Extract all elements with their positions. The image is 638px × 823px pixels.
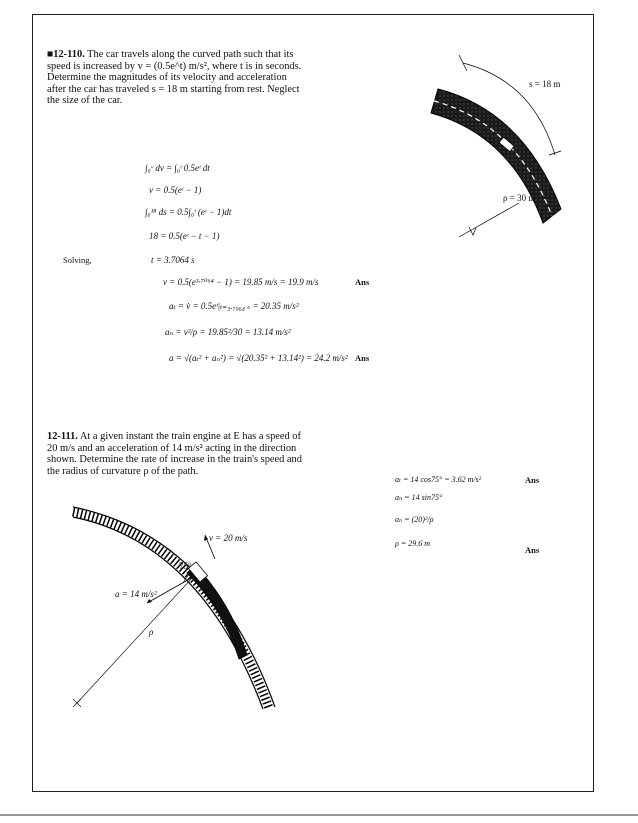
sol-110-eq6: v = 0.5(e³·⁷⁰⁶⁴ − 1) = 19.85 m/s = 19.9 m/s bbox=[163, 277, 319, 287]
sol-111-eq3: aₙ = (20)²/ρ bbox=[395, 515, 434, 524]
rho-111-label: ρ bbox=[149, 627, 154, 637]
sol-110-eq5: t = 3.7064 s bbox=[151, 255, 195, 265]
sol-111-eq4: ρ = 29.6 m bbox=[395, 539, 431, 548]
problem-111-number: 12-111. bbox=[47, 431, 78, 442]
train-track-figure bbox=[63, 495, 293, 725]
rho-30-label: ρ = 30 m bbox=[503, 193, 536, 203]
sol-110-eq3: ∫₀¹⁸ ds = 0.5∫₀ᵗ (eᵗ − 1)dt bbox=[145, 207, 232, 217]
ans-110-acceleration: Ans bbox=[355, 353, 370, 363]
sol-110-eq2: v = 0.5(eᵗ − 1) bbox=[149, 185, 202, 195]
E-label: E bbox=[205, 587, 211, 597]
v-label: v = 20 m/s bbox=[209, 533, 248, 543]
problem-110-statement bbox=[47, 49, 305, 107]
sol-110-eq7: aₜ = v̇ = 0.5eᵗ|ₜ₌₃.₇₀₆₄ ₛ = 20.35 m/s² bbox=[169, 301, 299, 311]
s-label: s = 18 m bbox=[529, 79, 561, 89]
sol-111-eq1: aₜ = 14 cos75° = 3.62 m/s² bbox=[395, 475, 482, 484]
sol-110-eq8: aₙ = v²/ρ = 19.85²/30 = 13.14 m/s² bbox=[165, 327, 291, 337]
sol-111-eq2: aₙ = 14 sin75° bbox=[395, 493, 443, 502]
textbook-page bbox=[32, 14, 594, 792]
solving-label: Solving, bbox=[63, 255, 92, 265]
rho-center-cross bbox=[73, 699, 81, 707]
problem-110-text: The car travels along the curved path such that its speed is increased by v = (0.5e^t) m/s², where t is in seconds. Determine the magnitudes of its velocity and acceleration after the car has traveled s = 18 m starting from rest. Neglect the size of the car. bbox=[47, 49, 302, 107]
problem-111-text: At a given instant the train engine at E has a speed of 20 m/s and an acceleration of 14 m/s² acting in the direction shown. Determine the rate of increase in the train's speed and the radius of curvature ρ of the path. bbox=[47, 431, 302, 477]
angle-label: 75° bbox=[179, 561, 192, 571]
sol-110-eq4: 18 = 0.5(eᵗ − t − 1) bbox=[149, 231, 220, 241]
ans-111-radius: Ans bbox=[525, 545, 540, 555]
problem-111-statement bbox=[47, 431, 305, 477]
s-dim-tick-start bbox=[459, 55, 467, 71]
a-label: a = 14 m/s² bbox=[115, 589, 157, 599]
rho-radius-line bbox=[459, 203, 519, 237]
sol-110-eq9: a = √(aₜ² + aₙ²) = √(20.35² + 13.14²) = 24.2 m/s² bbox=[169, 353, 348, 363]
sol-110-eq1: ∫₀ᵛ dv = ∫₀ᵗ 0.5eᵗ dt bbox=[145, 163, 210, 173]
track-rail-inner bbox=[73, 517, 263, 709]
road-surface bbox=[431, 89, 561, 223]
problem-110-number: ■12-110. bbox=[47, 49, 85, 60]
ans-110-velocity: Ans bbox=[355, 277, 370, 287]
page-bottom-rule bbox=[0, 814, 638, 816]
ans-111-rate: Ans bbox=[525, 475, 540, 485]
